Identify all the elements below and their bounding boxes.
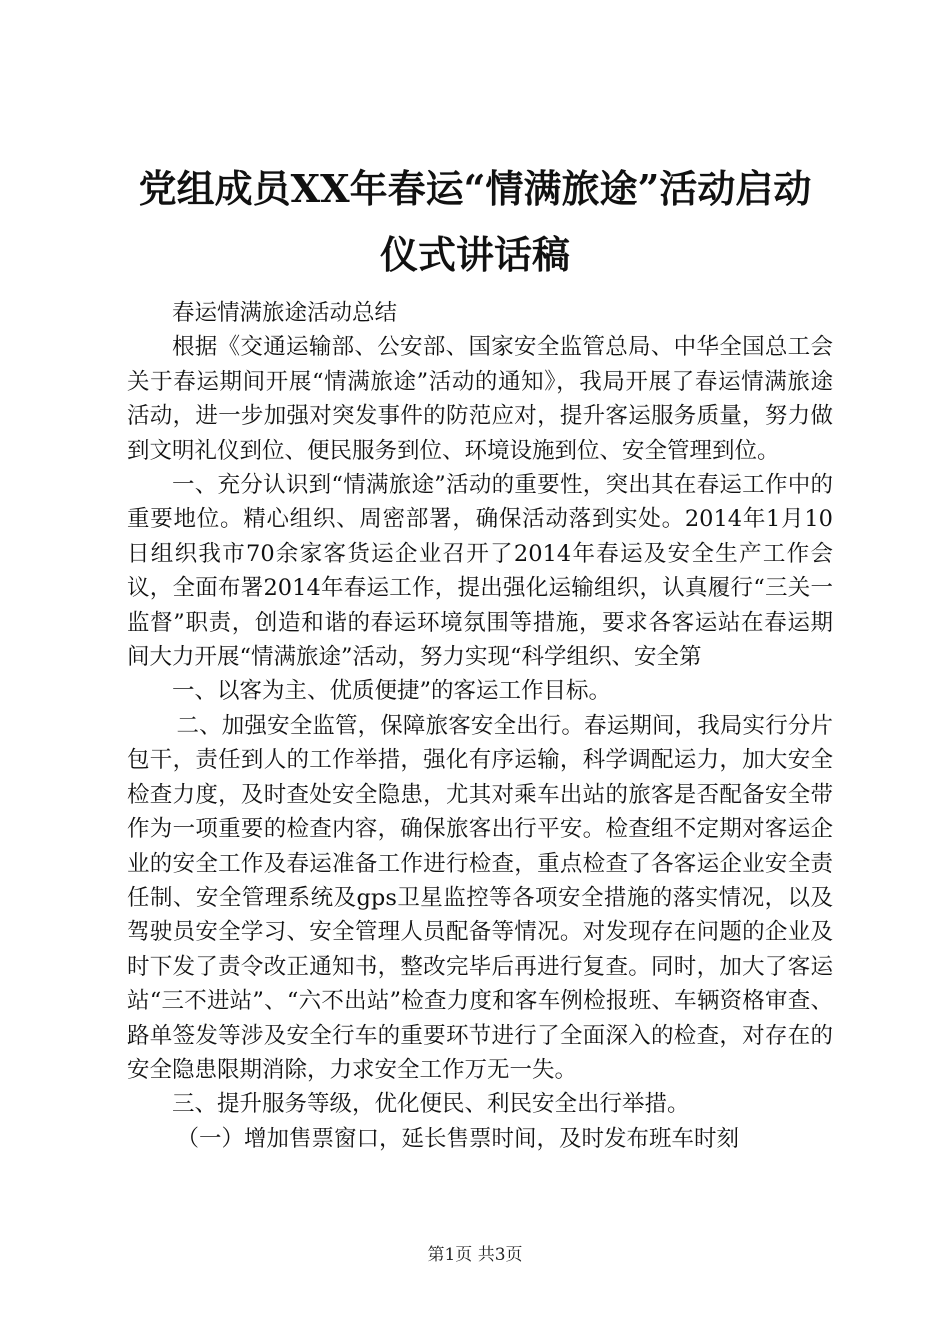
paragraph-summary-heading: 春运情满旅途活动总结 [172, 300, 398, 326]
paragraph-subsection-1: （一）增加售票窗口，延长售票时间，及时发布班车时刻 [176, 1125, 740, 1152]
document-title: 党组成员XX年春运“情满旅途”活动启动仪式讲话稿 [138, 166, 812, 277]
paragraph-intro: 根据《交通运输部、公安部、国家安全监管总局、中华全国总工会关于春运期间开展“情满旅途”活动的通知》，我局开展了春运情满旅途活动，进一步加强对突发事件的防范应对，提升客运服务质量，努力做到文明礼仪到位、便民服务到位、环境设施到位、安全管理到位。 [127, 334, 833, 464]
paragraph-section-3: 三、提升服务等级，优化便民、利民安全出行举措。 [172, 1091, 690, 1118]
paragraph-section-1: 一、充分认识到“情满旅途”活动的重要性，突出其在春运工作中的重要地位。精心组织、周密部署，确保活动落到实处。2014年1月10日组织我市70余家客货运企业召开了2014年春运及安全生产工作会议，全面布署2014年春运工作，提出强化运输组织，认真履行“三关一监督”职责，创造和谐的春运环境氛围等措施，要求各客运站在春运期间大力开展“情满旅途”活动，努力实现“科学组织、安全第 [127, 472, 833, 671]
paragraph-section-2: 二、加强安全监管，保障旅客安全出行。春运期间，我局实行分片包干，责任到人的工作举措，强化有序运输，科学调配运力，加大安全检查力度，及时查处安全隐患，尤其对乘车出站的旅客是否配备安全带作为一项重要的检查内容，确保旅客出行平安。检查组不定期对客运企业的安全工作及春运准备工作进行检查，重点检查了各客运企业安全责任制、安全管理系统及gps卫星监控等各项安全措施的落实情况，以及驾驶员安全学习、安全管理人员配备等情况。对发现存在问题的企业及时下发了责令改正通知书，整改完毕后再进行复查。同时，加大了客运站“三不进站”、“六不出站”检查力度和客车例检报班、车辆资格审查、路单签发等涉及安全行车的重要环节进行了全面深入的检查，对存在的安全隐患限期消除，力求安全工作万无一失。 [127, 712, 833, 1083]
document-body [127, 296, 833, 1156]
page-footer: 第1页 共3页 [427, 1245, 523, 1265]
paragraph-section-1-continued: 一、以客为主、优质便捷”的客运工作目标。 [172, 678, 612, 705]
